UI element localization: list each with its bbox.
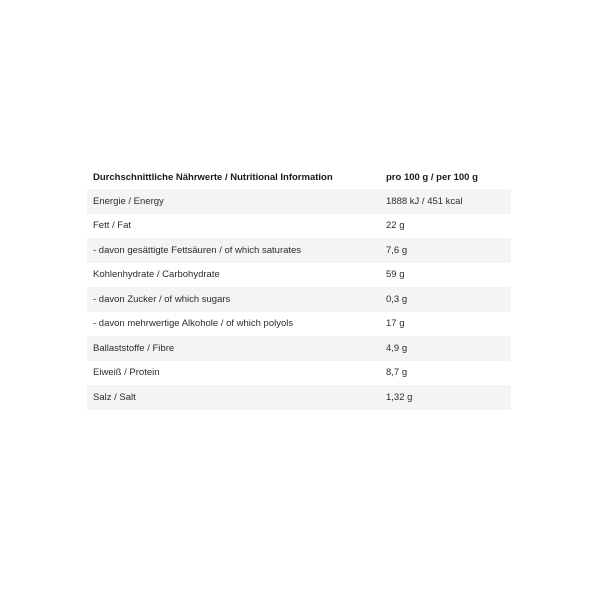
- table-row: [87, 336, 511, 361]
- table-header-row: [87, 165, 511, 189]
- row-label: - davon gesättigte Fettsäuren / of which saturates: [93, 244, 302, 256]
- table-row: [87, 385, 511, 410]
- row-value: 7,6 g: [386, 244, 408, 256]
- table-row: [87, 189, 511, 214]
- table-row: [87, 263, 511, 288]
- row-label: Ballaststoffe / Fibre: [93, 342, 175, 354]
- row-value: 1888 kJ / 451 kcal: [386, 195, 463, 207]
- row-label: Kohlenhydrate / Carbohydrate: [93, 269, 220, 281]
- row-value: 8,7 g: [386, 367, 408, 379]
- table-row: [87, 238, 511, 263]
- table-row: [87, 361, 511, 386]
- header-value: pro 100 g / per 100 g: [386, 171, 478, 183]
- table-row: [87, 214, 511, 239]
- row-label: Energie / Energy: [93, 195, 164, 207]
- row-value: 0,3 g: [386, 293, 408, 305]
- row-value: 1,32 g: [386, 391, 413, 403]
- row-value: 59 g: [386, 269, 405, 281]
- row-value: 22 g: [386, 220, 405, 232]
- row-value: 17 g: [386, 318, 405, 330]
- row-value: 4,9 g: [386, 342, 408, 354]
- header-label: Durchschnittliche Nährwerte / Nutritional Information: [93, 171, 333, 183]
- table-row: [87, 312, 511, 337]
- row-label: Fett / Fat: [93, 220, 132, 232]
- nutrition-table: [87, 165, 511, 410]
- row-label: - davon Zucker / of which sugars: [93, 293, 231, 305]
- row-label: - davon mehrwertige Alkohole / of which polyols: [93, 318, 294, 330]
- table-row: [87, 287, 511, 312]
- row-label: Eiweiß / Protein: [93, 367, 160, 379]
- row-label: Salz / Salt: [93, 391, 136, 403]
